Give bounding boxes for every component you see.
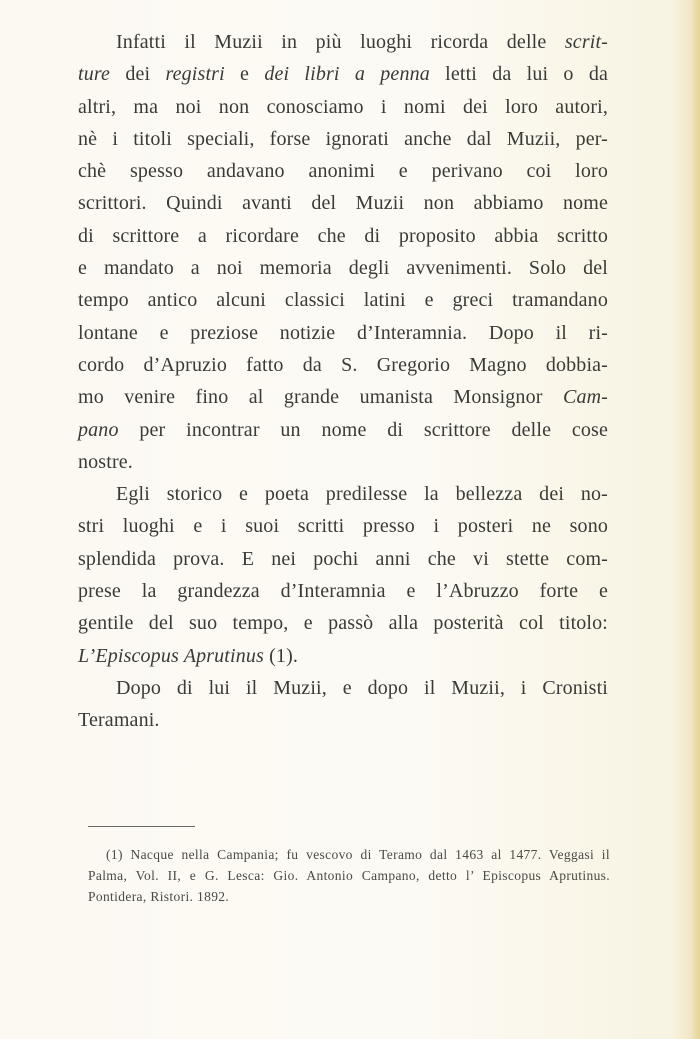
text-line	[78, 58, 608, 90]
text-run: cordo d’Apruzio fatto da S. Gregorio Magno dobbia-	[78, 353, 608, 376]
text-line	[78, 91, 608, 123]
text-line	[78, 607, 608, 639]
text-run: Infatti il Muzii in più luoghi ricorda delle	[116, 31, 565, 53]
text-run: di scrittore a ricordare che di proposito abbia scritto	[78, 224, 608, 247]
text-run: lontane e preziose notizie d’Interamnia. Dopo il ri-	[78, 321, 608, 344]
text-line	[78, 284, 608, 316]
text-run: per incontrar un nome di scrittore delle cose	[118, 418, 608, 441]
text-line	[78, 220, 608, 252]
text-run: nè i titoli speciali, forse ignorati anche dal Muzii, per-	[78, 127, 608, 150]
footnote-line: Pontidera, Ristori. 1892.	[88, 889, 230, 904]
text-run: stri luoghi e i suoi scritti presso i posteri ne sono	[78, 515, 608, 538]
italic-text: L’Episcopus Aprutinus	[78, 644, 264, 667]
text-line	[78, 704, 608, 736]
text-line	[78, 414, 608, 446]
text-run: chè spesso andavano anonimi e perivano coi loro	[78, 160, 608, 183]
text-run: tempo antico alcuni classici latini e greci tramandano	[78, 289, 608, 312]
text-line	[78, 510, 608, 542]
footnote-line: (1) Nacque nella Campania; fu vescovo di Teramo dal 1463 al 1477. Veggasi il	[106, 847, 610, 862]
text-line	[78, 26, 608, 58]
text-run: mo venire fino al grande umanista Monsignor	[78, 386, 563, 409]
text-line	[78, 575, 608, 607]
text-run: e mandato a noi memoria degli avvenimenti. Solo del	[78, 257, 608, 280]
text-line	[78, 478, 608, 510]
text-line	[78, 187, 608, 219]
text-line	[78, 672, 608, 704]
italic-text: dei libri a penna	[264, 63, 430, 86]
italic-text: ture	[78, 63, 111, 86]
footnotes	[88, 844, 610, 907]
italic-text: registri	[165, 63, 225, 86]
text-line	[78, 381, 608, 413]
text-run: Teramani.	[78, 709, 160, 732]
text-line	[78, 252, 608, 284]
text-line	[78, 349, 608, 381]
text-run: nostre.	[78, 450, 133, 473]
footnote-rule	[88, 826, 195, 827]
text-line	[78, 446, 608, 478]
footnote-line: Palma, Vol. II, e G. Lesca: Gio. Antonio Campano, detto l’ Episcopus Aprutinus.	[88, 868, 610, 883]
body-text	[78, 26, 608, 737]
text-line	[78, 543, 608, 575]
italic-text: scrit-	[564, 31, 608, 53]
text-run: dei	[110, 63, 166, 86]
italic-text: pano	[78, 418, 119, 441]
italic-text: Cam-	[562, 386, 608, 409]
page-edge-shadow	[690, 0, 700, 1039]
text-run: e	[224, 63, 265, 86]
text-run: Egli storico e poeta predilesse la bellezza dei no-	[116, 483, 608, 506]
text-run: gentile del suo tempo, e passò alla posterità col titolo:	[78, 612, 608, 635]
text-run: splendida prova. E nei pochi anni che vi stette com-	[78, 547, 608, 570]
text-run: letti da lui o da	[429, 63, 608, 86]
text-run: scrittori. Quindi avanti del Muzii non abbiamo nome	[78, 192, 608, 215]
text-run: (1).	[263, 644, 299, 667]
text-run: Dopo di lui il Muzii, e dopo il Muzii, i Cronisti	[116, 676, 608, 699]
text-line	[78, 123, 608, 155]
text-line	[78, 317, 608, 349]
text-line	[78, 155, 608, 187]
text-line	[78, 640, 608, 672]
text-run: altri, ma noi non conosciamo i nomi dei loro autori,	[78, 95, 608, 118]
text-run: prese la grandezza d’Interamnia e l’Abruzzo forte e	[78, 580, 608, 603]
